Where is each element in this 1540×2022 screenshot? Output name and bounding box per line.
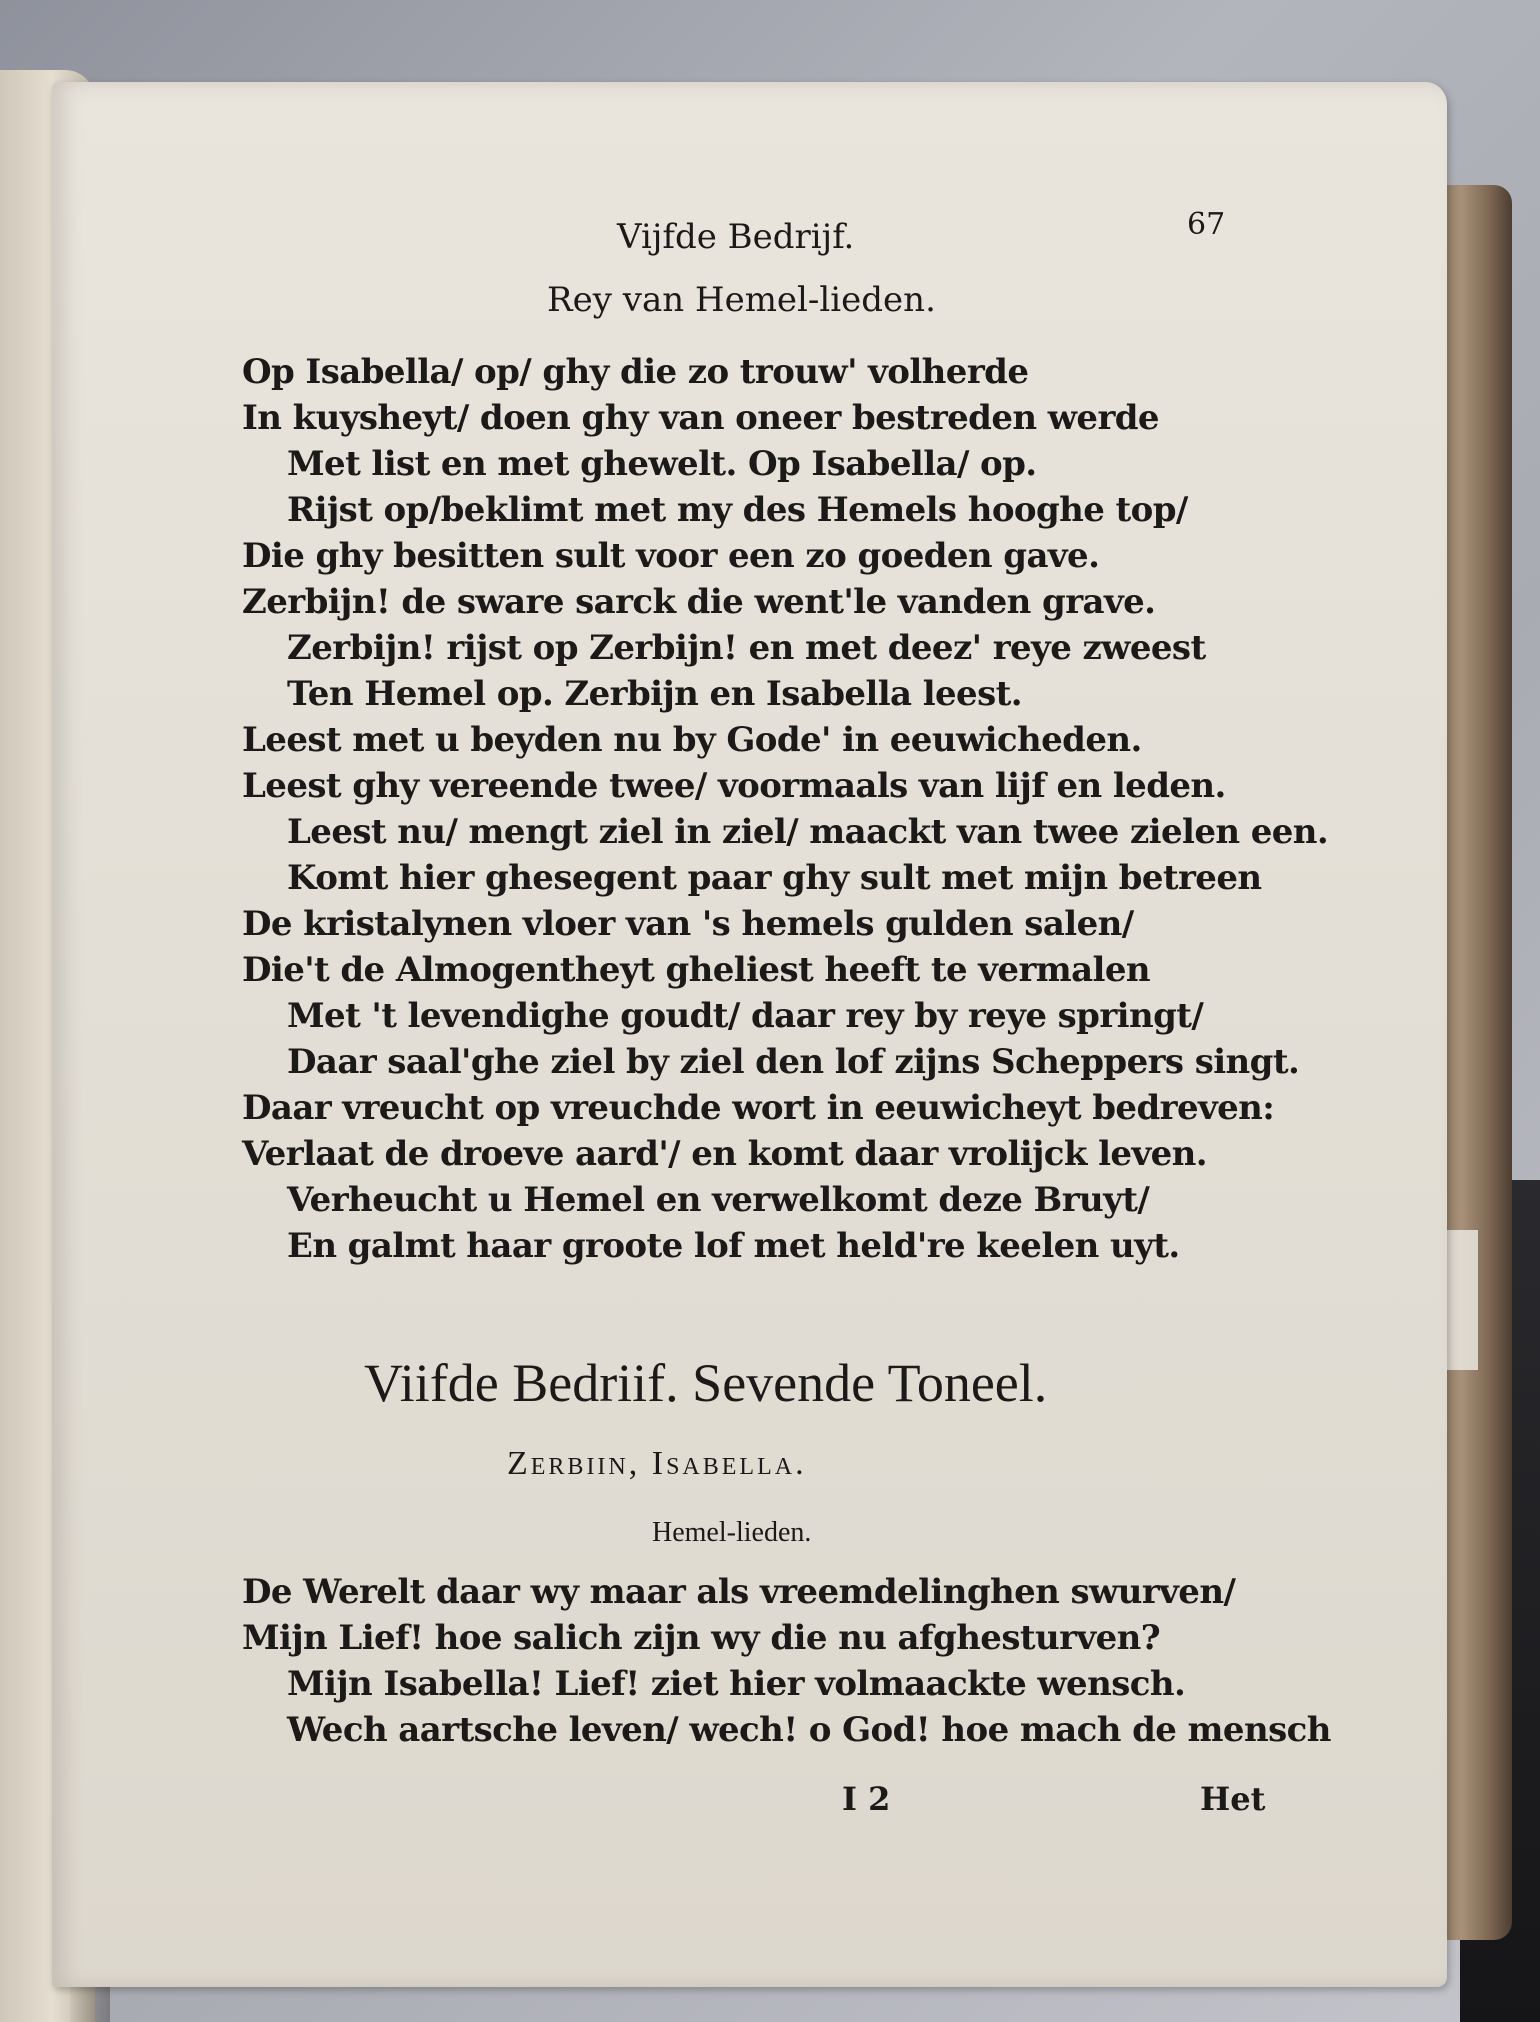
speech-line: Wech aartsche leven/ wech! o God! hoe mach de mensch [287,1710,1331,1750]
verse-line: Verheucht u Hemel en verwelkomt deze Bruyt/ [287,1180,1150,1220]
speech-line: Mijn Isabella! Lief! ziet hier volmaackte wensch. [287,1664,1186,1704]
verse-line: Rijst op/beklimt met my des Hemels hooghe top/ [287,490,1188,530]
catchword: Het [1200,1780,1266,1818]
verse-line: Op Isabella/ op/ ghy die zo trouw' volherde [242,352,1029,392]
page-number: 67 [1187,207,1226,242]
verse-line: Zerbijn! rijst op Zerbijn! en met deez' reye zweest [287,628,1206,668]
book-page [52,82,1447,1987]
persons-list: Zerbiin, Isabella. [507,1445,807,1482]
verse-line: Leest nu/ mengt ziel in ziel/ maackt van twee zielen een. [287,812,1329,852]
verse-line: Die't de Almogentheyt gheliest heeft te vermalen [242,950,1151,990]
verse-line: Daar saal'ghe ziel by ziel den lof zijns Scheppers singt. [287,1042,1300,1082]
speaker-label: Hemel-lieden. [652,1517,812,1548]
verse-line: En galmt haar groote lof met held're keelen uyt. [287,1226,1180,1266]
verse-line: Leest met u beyden nu by Gode' in eeuwicheden. [242,720,1142,760]
verse-line: Die ghy besitten sult voor een zo goeden gave. [242,536,1100,576]
speech-line: De Werelt daar wy maar als vreemdelinghen swurven/ [242,1572,1236,1612]
verse-line: Leest ghy vereende twee/ voormaals van lijf en leden. [242,766,1226,806]
verse-line: In kuysheyt/ doen ghy van oneer bestreden werde [242,398,1159,438]
verse-line: Komt hier ghesegent paar ghy sult met mijn betreen [287,858,1262,898]
scene-title: Viifde Bedriif. Sevende Toneel. [364,1353,1048,1413]
verse-line: Verlaat de droeve aard'/ en komt daar vrolijck leven. [242,1134,1207,1174]
chorus-title: Rey van Hemel-lieden. [547,280,936,320]
verse-line: De kristalynen vloer van 's hemels gulden salen/ [242,904,1134,944]
verse-line: Met 't levendighe goudt/ daar rey by reye springt/ [287,996,1204,1036]
verse-line: Ten Hemel op. Zerbijn en Isabella leest. [287,674,1022,714]
verse-line: Met list en met ghewelt. Op Isabella/ op. [287,444,1037,484]
verse-line: Daar vreucht op vreuchde wort in eeuwicheyt bedreven: [242,1088,1275,1128]
verse-line: Zerbijn! de sware sarck die went'le vanden grave. [242,582,1156,622]
running-header: Vijfde Bedrijf. [617,217,855,257]
signature-mark: I 2 [842,1780,891,1818]
speech-line: Mijn Lief! hoe salich zijn wy die nu afghesturven? [242,1618,1161,1658]
